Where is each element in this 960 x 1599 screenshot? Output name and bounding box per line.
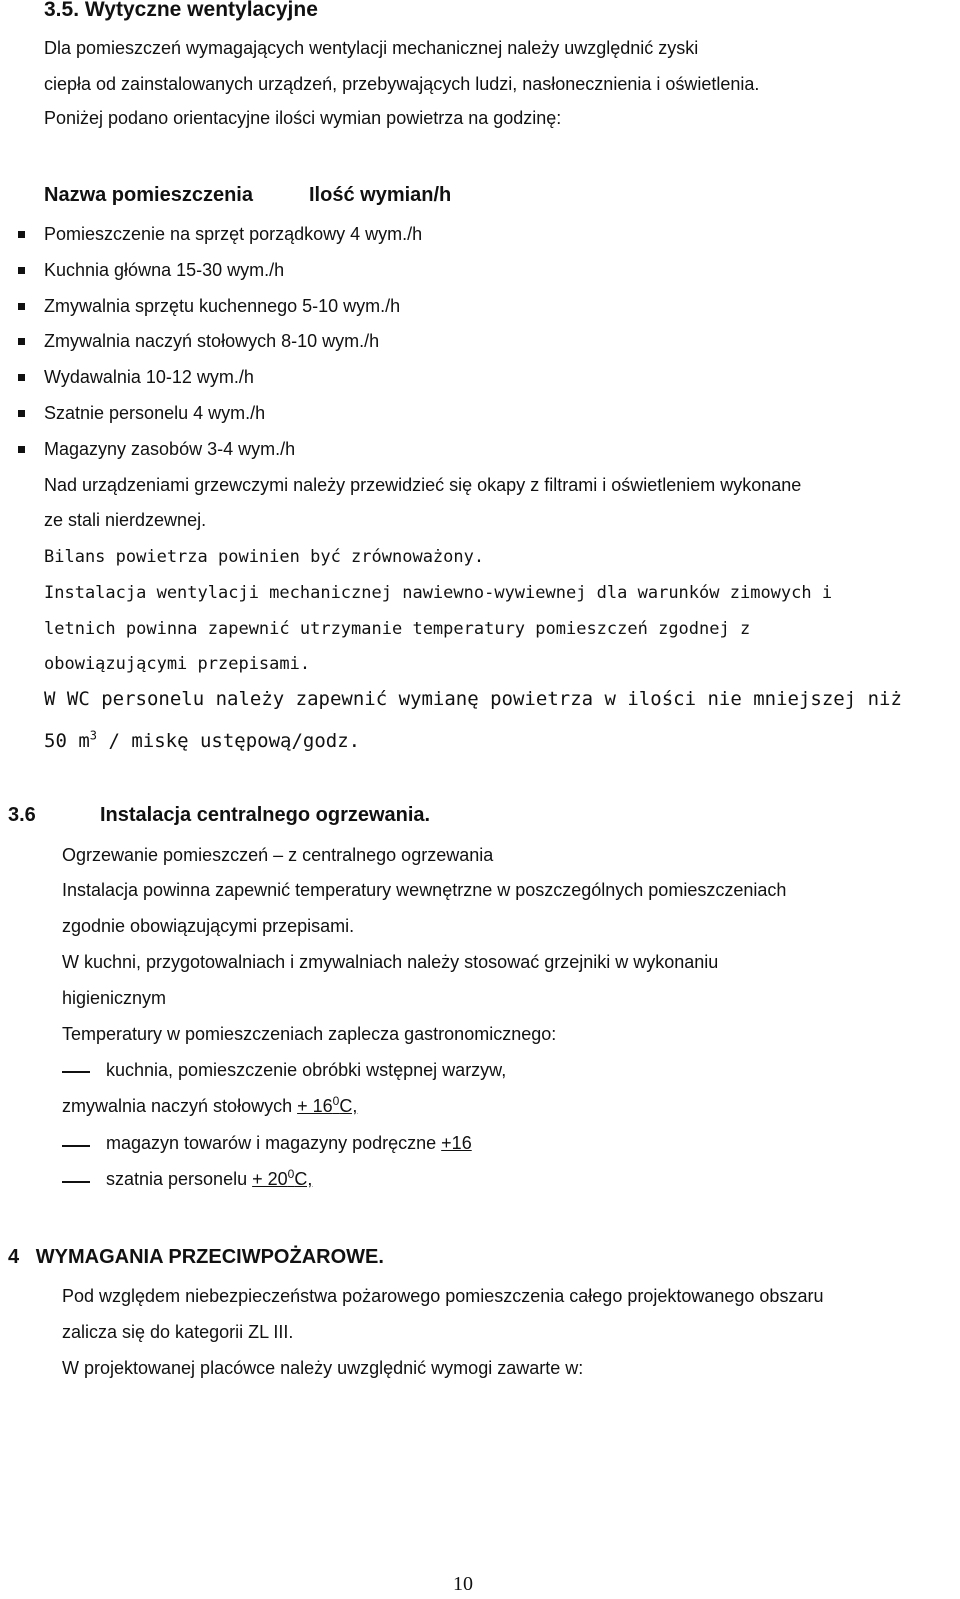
- text-run: szatnia personelu: [106, 1169, 253, 1189]
- list-item: Kuchnia główna 15-30 wym./h: [44, 260, 285, 280]
- list-item: Magazyny zasobów 3-4 wym./h: [44, 439, 296, 459]
- paragraph-line: higienicznym: [62, 988, 167, 1008]
- list-item: [106, 1169, 312, 1190]
- section-heading-3-5: 3.5. Wytyczne wentylacyjne: [44, 0, 318, 21]
- superscript: 0: [332, 1094, 340, 1108]
- text-run: + 20: [252, 1169, 288, 1189]
- text-run: C,: [339, 1096, 358, 1116]
- paragraph-line: Pod względem niebezpieczeństwa pożarowego pomieszczenia całego projektowanego obszaru: [62, 1286, 824, 1306]
- list-item: Szatnie personelu 4 wym./h: [44, 403, 266, 423]
- text-run: C,: [294, 1169, 313, 1189]
- paragraph-line: zalicza się do kategorii ZL III.: [62, 1322, 294, 1342]
- paragraph-line: W kuchni, przygotowalniach i zmywalniach należy stosować grzejniki w wykonaniu: [62, 952, 719, 972]
- dash-bullet-icon: [62, 1071, 90, 1073]
- temperature-value: [252, 1169, 312, 1189]
- text-run: 50 m: [44, 730, 90, 752]
- paragraph-line: [62, 1096, 357, 1117]
- square-bullet-icon: [18, 303, 25, 310]
- paragraph-line: Instalacja powinna zapewnić temperatury wewnętrzne w poszczególnych pomieszczeniach: [62, 880, 787, 900]
- list-item: [106, 1133, 472, 1154]
- square-bullet-icon: [18, 231, 25, 238]
- paragraph-line: W WC personelu należy zapewnić wymianę powietrza w ilości nie mniejszej niż: [44, 688, 902, 710]
- paragraph-line: Nad urządzeniami grzewczymi należy przewidzieć się okapy z filtrami i oświetleniem wykonane: [44, 475, 802, 495]
- paragraph-line: obowiązującymi przepisami.: [44, 654, 311, 674]
- paragraph-line: zgodnie obowiązującymi przepisami.: [62, 916, 355, 936]
- section-number-3-6: 3.6: [8, 804, 36, 826]
- square-bullet-icon: [18, 410, 25, 417]
- superscript: 0: [287, 1167, 295, 1181]
- section-heading-4: 4 WYMAGANIA PRZECIWPOŻAROWE.: [8, 1246, 384, 1268]
- text-run: + 16: [297, 1096, 333, 1116]
- list-item: Wydawalnia 10-12 wym./h: [44, 367, 254, 387]
- list-item: Zmywalnia sprzętu kuchennego 5-10 wym./h: [44, 296, 401, 316]
- paragraph-line: Dla pomieszczeń wymagających wentylacji mechanicznej należy uwzględnić zyski: [44, 38, 699, 58]
- superscript: 3: [89, 728, 97, 743]
- paragraph-line: Temperatury w pomieszczeniach zaplecza gastronomicznego:: [62, 1024, 557, 1044]
- table-header-count: Ilość wymian/h: [309, 184, 452, 206]
- page-number: 10: [453, 1573, 473, 1595]
- paragraph-line: Bilans powietrza powinien być zrównoważony.: [44, 547, 485, 567]
- temperature-value: +16: [441, 1133, 472, 1153]
- square-bullet-icon: [18, 446, 25, 453]
- list-item: kuchnia, pomieszczenie obróbki wstępnej warzyw,: [106, 1060, 507, 1080]
- paragraph-line: Instalacja wentylacji mechanicznej nawiewno-wywiewnej dla warunków zimowych i: [44, 583, 833, 603]
- list-item: Pomieszczenie na sprzęt porządkowy 4 wym./h: [44, 224, 423, 244]
- section-heading-3-6: Instalacja centralnego ogrzewania.: [100, 804, 431, 826]
- square-bullet-icon: [18, 267, 25, 274]
- paragraph-line: letnich powinna zapewnić utrzymanie temperatury pomieszczeń zgodnej z: [44, 619, 751, 639]
- text-run: magazyn towarów i magazyny podręczne: [106, 1133, 442, 1153]
- list-item: Zmywalnia naczyń stołowych 8-10 wym./h: [44, 331, 380, 351]
- paragraph-line: W projektowanej placówce należy uwzględnić wymogi zawarte w:: [62, 1358, 584, 1378]
- table-header-name: Nazwa pomieszczenia: [44, 184, 253, 206]
- square-bullet-icon: [18, 374, 25, 381]
- paragraph-line: [44, 730, 360, 752]
- dash-bullet-icon: [62, 1145, 90, 1147]
- dash-bullet-icon: [62, 1181, 90, 1183]
- text-run: / miskę ustępową/godz.: [97, 730, 361, 752]
- paragraph-line: ze stali nierdzewnej.: [44, 510, 207, 530]
- paragraph-line: ciepła od zainstalowanych urządzeń, przebywających ludzi, nasłonecznienia i oświetlenia.: [44, 74, 760, 94]
- paragraph-line: Ogrzewanie pomieszczeń – z centralnego ogrzewania: [62, 845, 494, 865]
- paragraph-line: Poniżej podano orientacyjne ilości wymian powietrza na godzinę:: [44, 108, 562, 128]
- square-bullet-icon: [18, 338, 25, 345]
- temperature-value: [297, 1096, 357, 1116]
- text-run: zmywalnia naczyń stołowych: [62, 1096, 298, 1116]
